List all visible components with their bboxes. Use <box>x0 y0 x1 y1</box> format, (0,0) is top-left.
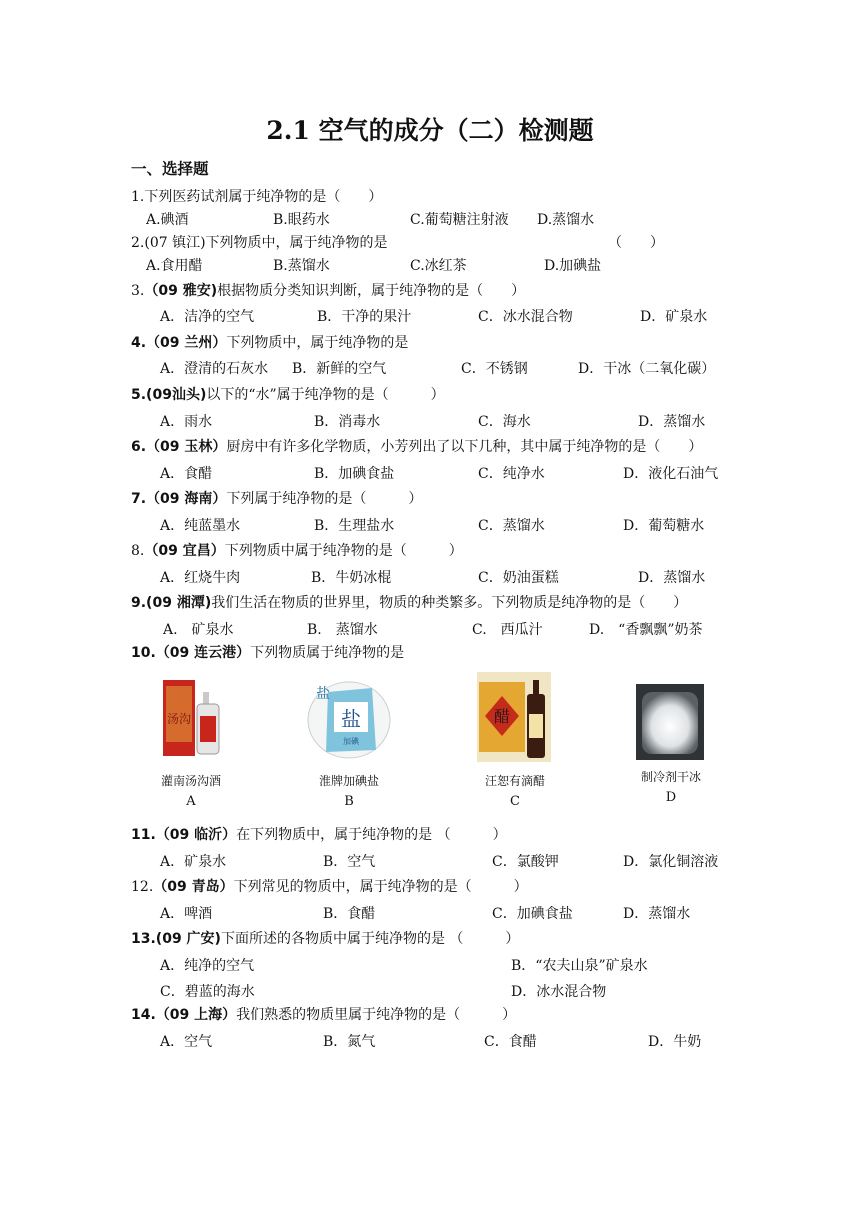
q8-text: 下列物质中属于纯净物的是（ ） <box>224 543 463 559</box>
q6-option-c: C．纯净水 <box>478 466 545 482</box>
question-14-stem <box>131 1004 516 1024</box>
question-2-stem: 2.(07 镇江)下列物质中，属于纯净物的是 <box>131 235 388 251</box>
q8-source: （09 宜昌） <box>144 543 225 559</box>
q14-option-b: B．氮气 <box>323 1034 376 1050</box>
salt-bag-character: 盐 <box>341 707 361 731</box>
q3-text: 根据物质分类知识判断，属于纯净物的是（ ） <box>217 283 526 299</box>
q12-text: 下列常见的物质中，属于纯净物的是（ ） <box>233 879 528 895</box>
caption-b: 淮牌加碘盐 <box>318 774 379 788</box>
q6-text: 厨房中有许多化学物质，小芳列出了以下几种，其中属于纯净物的是（ ） <box>226 439 703 455</box>
q9-option-a: A. 矿泉水 <box>163 622 234 638</box>
q5-option-d: D．蒸馏水 <box>638 414 706 430</box>
caption-d: 制冷剂干冰 <box>640 770 701 784</box>
q5-option-b: B．消毒水 <box>314 414 381 430</box>
q11-option-c: C．氯酸钾 <box>492 854 559 870</box>
q11-option-b: B．空气 <box>323 854 376 870</box>
dry-ice-fog <box>642 692 698 754</box>
question-5-stem <box>131 384 445 404</box>
q9-option-d: D. “香飘飘”奶茶 <box>589 622 703 638</box>
q13-text: 下面所述的各物质中属于纯净物的是 （ ） <box>220 931 520 947</box>
q11-option-a: A．矿泉水 <box>160 854 227 870</box>
q3-option-d: D．矿泉水 <box>640 309 708 325</box>
q9-source: 9.(09 湘潭) <box>131 595 212 611</box>
question-1-stem: 1.下列医药试剂属于纯净物的是（ ） <box>131 189 383 205</box>
q13-option-c: C．碧蓝的海水 <box>160 984 255 1000</box>
q14-option-a: A．空气 <box>160 1034 213 1050</box>
q4-source: 4.（09 兰州） <box>131 335 227 351</box>
q9-option-c: C. 西瓜汁 <box>472 622 543 638</box>
q3-option-c: C．冰水混合物 <box>478 309 573 325</box>
q3-number: 3. <box>131 283 145 299</box>
liquor-bottle-image <box>160 678 226 758</box>
q1-option-c: C.葡萄糖注射液 <box>410 212 509 228</box>
q4-option-a: A．澄清的石灰水 <box>160 361 269 377</box>
question-8-stem <box>131 540 463 560</box>
bottle-label <box>200 716 216 742</box>
q5-text: 以下的“水”属于纯净物的是（ ） <box>206 387 445 403</box>
q11-source: 11.（09 临沂） <box>131 827 237 843</box>
q12-option-c: C．加碘食盐 <box>492 906 573 922</box>
question-11-stem <box>131 824 507 844</box>
q1-option-a: A.碘酒 <box>146 212 189 228</box>
q13-option-a: A．纯净的空气 <box>160 958 255 974</box>
q8-option-b: B．牛奶冰棍 <box>311 570 392 586</box>
question-2-paren: （ ） <box>608 235 664 251</box>
caption-b-letter: B <box>344 794 354 809</box>
q6-option-a: A．食醋 <box>160 466 213 482</box>
vinegar-box-character: 醋 <box>493 707 511 726</box>
caption-c-letter: C <box>510 794 520 809</box>
q6-option-d: D．液化石油气 <box>623 466 719 482</box>
q6-option-b: B．加碘食盐 <box>314 466 395 482</box>
q3-source: （09 雅安) <box>144 283 218 299</box>
liquor-box-label: 汤沟 <box>166 712 192 726</box>
question-4-stem <box>131 332 408 352</box>
q2-option-d: D.加碘盐 <box>544 258 602 274</box>
vinegar-bottle-label <box>529 714 543 738</box>
q11-option-d: D．氯化铜溶液 <box>623 854 719 870</box>
q14-text: 我们熟悉的物质里属于纯净物的是（ ） <box>236 1007 517 1023</box>
q12-option-b: B．食醋 <box>323 906 376 922</box>
q4-option-b: B．新鲜的空气 <box>292 361 387 377</box>
q7-option-c: C．蒸馏水 <box>478 518 545 534</box>
bottle-neck <box>203 692 209 704</box>
iodized-salt-image <box>306 678 392 760</box>
q12-option-a: A．啤酒 <box>160 906 213 922</box>
question-6-stem <box>131 436 702 456</box>
q6-source: 6.（09 玉林） <box>131 439 227 455</box>
q8-option-d: D．蒸馏水 <box>638 570 706 586</box>
vinegar-bottle-neck <box>533 680 539 694</box>
salt-corner-character: 盐 <box>316 686 330 702</box>
q1-option-b: B.眼药水 <box>273 212 330 228</box>
q13-source: 13.(09 广安) <box>131 931 221 947</box>
q5-option-a: A．雨水 <box>160 414 213 430</box>
q8-option-a: A．红烧牛肉 <box>160 570 241 586</box>
q14-option-d: D．牛奶 <box>648 1034 702 1050</box>
q13-option-d: D．冰水混合物 <box>511 984 607 1000</box>
caption-a-letter: A <box>186 794 196 809</box>
q5-option-c: C．海水 <box>478 414 531 430</box>
caption-c: 汪恕有滴醋 <box>484 774 545 788</box>
q7-option-a: A．纯蓝墨水 <box>160 518 241 534</box>
q2-option-a: A.食用醋 <box>146 258 203 274</box>
q13-option-b: B．“农夫山泉”矿泉水 <box>511 958 648 974</box>
q8-option-c: C．奶油蛋糕 <box>478 570 559 586</box>
q7-option-d: D．葡萄糖水 <box>623 518 705 534</box>
question-7-stem <box>131 488 422 508</box>
q2-option-b: B.蒸馏水 <box>273 258 330 274</box>
q4-option-c: C．不锈钢 <box>461 361 528 377</box>
q4-text: 下列物质中，属于纯净物的是 <box>226 335 409 351</box>
q14-option-c: C．食醋 <box>484 1034 537 1050</box>
q9-option-b: B. 蒸馏水 <box>307 622 378 638</box>
section-heading: 一、选择题 <box>131 160 209 178</box>
question-13-stem <box>131 928 519 948</box>
q2-option-c: C.冰红茶 <box>410 258 467 274</box>
page-title: 2.1 空气的成分（二）检测题 <box>266 116 594 145</box>
q7-option-b: B．生理盐水 <box>314 518 395 534</box>
q12-number: 12. <box>131 879 154 895</box>
question-9-stem <box>131 592 687 612</box>
q4-option-d: D．干冰（二氧化碳） <box>578 361 716 377</box>
question-3-stem <box>131 280 525 300</box>
vinegar-image <box>477 672 551 762</box>
q5-source: 5.(09汕头) <box>131 387 207 403</box>
q12-source: （09 青岛） <box>153 879 234 895</box>
dry-ice-image <box>636 684 704 760</box>
q7-text: 下列属于纯净物的是（ ） <box>226 491 423 507</box>
q14-source: 14.（09 上海） <box>131 1007 237 1023</box>
q10-text: 下列物质属于纯净物的是 <box>250 645 405 661</box>
q7-source: 7.（09 海南） <box>131 491 227 507</box>
caption-a: 灌南汤沟酒 <box>160 774 221 788</box>
q1-option-d: D.蒸馏水 <box>537 212 595 228</box>
q11-text: 在下列物质中，属于纯净物的是 （ ） <box>236 827 507 843</box>
question-12-stem <box>131 876 528 896</box>
q3-option-b: B．干净的果汁 <box>317 309 412 325</box>
salt-bag-subtext: 加碘 <box>343 737 359 746</box>
question-10-stem <box>131 642 404 662</box>
q8-number: 8. <box>131 543 145 559</box>
q3-option-a: A．洁净的空气 <box>160 309 255 325</box>
caption-d-letter: D <box>665 790 677 805</box>
q9-text: 我们生活在物质的世界里，物质的种类繁多。下列物质是纯净物的是（ ） <box>211 595 688 611</box>
q10-source: 10.（09 连云港） <box>131 645 251 661</box>
q12-option-d: D．蒸馏水 <box>623 906 691 922</box>
